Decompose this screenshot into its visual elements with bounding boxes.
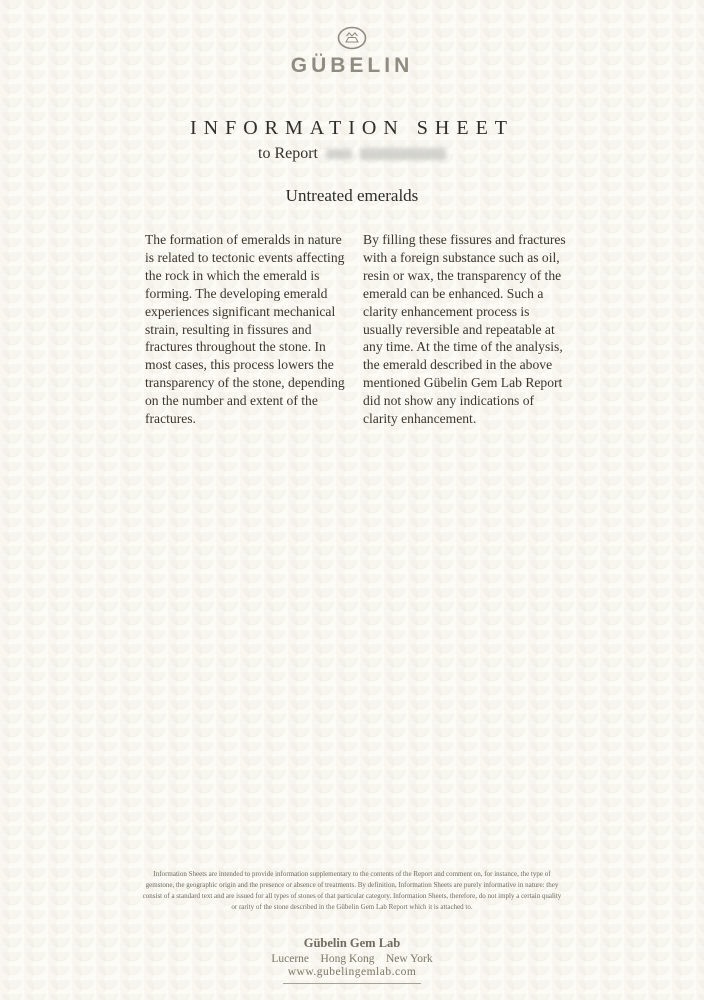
section-heading: Untreated emeralds [285, 186, 419, 205]
brand-header [0, 24, 704, 78]
page-footer [0, 936, 704, 984]
lab-website: www.gubelingemlab.com [287, 966, 417, 978]
brand-wordmark: GÜBELIN [290, 54, 414, 77]
report-number-redacted-part1 [326, 149, 352, 159]
lab-name: Gübelin Gem Lab [303, 936, 401, 950]
body-left-column: The formation of emeralds in nature is related to tectonic events affecting the rock in which the emerald is forming. The developing emerald experiences significant mechanical strain, resulting in fissures and fractures throughout the stone. In most cases, this process lowers the transparency of the stone, depending on the number and extent of the fractures. [145, 232, 345, 427]
body-right-column: By filling these fissures and fractures with a foreign substance such as oil, resin or wax, the transparency of the emerald can be enhanced. Such a clarity enhancement process is usually reversible and repeatable at any time. At the time of the analysis, the emerald described in the above mentioned Gübelin Gem Lab Report did not show any indications of clarity enhancement. [363, 232, 566, 427]
body-columns [145, 231, 569, 428]
report-reference-line [0, 145, 704, 163]
gubelin-emblem-icon [334, 24, 370, 52]
disclaimer-text: Information Sheets are intended to provide information supplementary to the contents of the Report and comment on, for instance, the type of gemstone, the geographic origin and the presence or absence of treatments. By definition, Information Sheets are purely informative in nature: they consist of a standard text and are issued for all types of stones of that particular category. Information Sheets, therefore, do not imply a certain quality or rarity of the stone described in the Gübelin Gem Lab Report which it is attached to. [142, 870, 562, 911]
page-title: INFORMATION SHEET [190, 117, 514, 139]
report-number-redacted-part2 [360, 148, 446, 160]
lab-locations: Lucerne Hong Kong New York [271, 953, 433, 965]
footer-divider [283, 983, 421, 984]
report-reference-prefix: to Report [258, 145, 318, 162]
